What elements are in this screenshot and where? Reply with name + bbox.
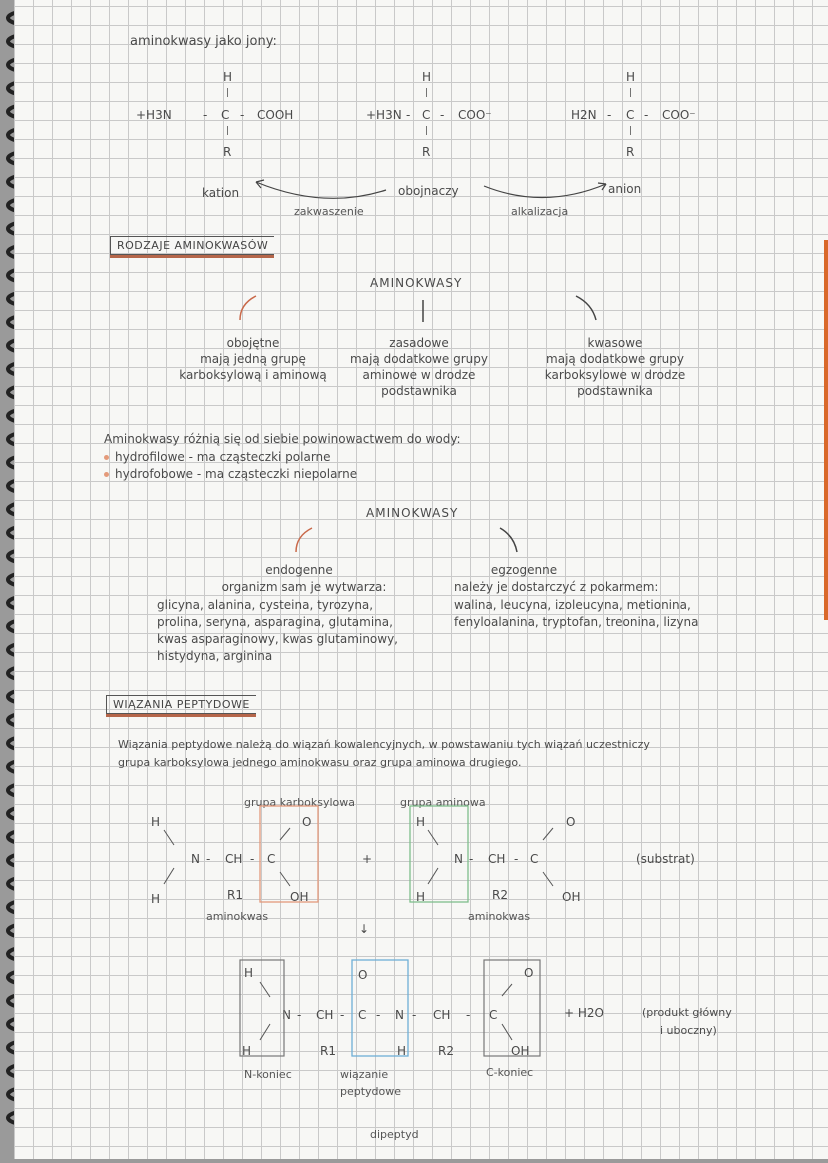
endo-desc-4: kwas asparaginowy, kwas glutaminowy,	[157, 632, 398, 646]
endo-desc-1: organizm sam je wytwarza:	[221, 580, 387, 594]
cation-right: COOH	[257, 108, 294, 122]
amino-box	[410, 806, 468, 902]
peptide-banner-text: WIĄZANIA PEPTYDOWE	[106, 695, 256, 714]
dash: -	[469, 852, 474, 866]
label-zakwaszenie: zakwaszenie	[294, 205, 364, 218]
water: + H2O	[564, 1006, 604, 1020]
neutral-desc-1: mają jedną grupę	[200, 352, 306, 366]
basic-desc-1: mają dodatkowe grupy	[350, 352, 488, 366]
dp-r2: R2	[438, 1044, 454, 1058]
down-arrow: ↓	[359, 922, 370, 936]
dash: -	[412, 1008, 417, 1022]
aa2-n: N	[454, 852, 463, 866]
anion-r: R	[626, 145, 635, 159]
dp-oh: OH	[511, 1044, 530, 1058]
bond-label-2: peptydowe	[340, 1085, 402, 1098]
peptide-text-2: grupa karboksylowa jednego aminokwasu oraz grupa aminowa drugiego.	[118, 756, 522, 769]
anion-right: COO⁻	[662, 108, 696, 122]
bond-line	[260, 982, 270, 997]
exo-desc-1: należy je dostarczyć z pokarmem:	[454, 580, 659, 594]
branch-endo	[296, 528, 312, 552]
anion-c: C	[626, 108, 635, 122]
bond-line	[543, 828, 553, 840]
branch-exo	[500, 528, 517, 552]
dash: -	[514, 852, 519, 866]
bond: |	[425, 88, 429, 98]
c-end-box	[484, 960, 540, 1056]
zwitter-r: R	[422, 145, 431, 159]
bond-line	[260, 1024, 270, 1040]
exo-desc-3: fenyloalanina, tryptofan, treonina, lizyna	[454, 615, 699, 629]
plus-sign: +	[362, 852, 373, 866]
bond-line	[280, 828, 290, 840]
aa1-o: O	[302, 815, 312, 829]
bond-label-1: wiązanie	[340, 1068, 389, 1081]
dp-ch2: CH	[433, 1008, 451, 1022]
dp-c1: C	[358, 1008, 367, 1022]
cation-h: H	[223, 70, 233, 84]
aa1-h-bottom: H	[151, 892, 161, 906]
dash: -	[644, 108, 649, 122]
exo-desc-2: walina, leucyna, izoleucyna, metionina,	[454, 598, 691, 612]
dp-n1: N	[282, 1008, 291, 1022]
dash: -	[340, 1008, 345, 1022]
product-2: i uboczny)	[660, 1024, 717, 1037]
endo-desc-3: prolina, seryna, asparagina, glutamina,	[157, 615, 393, 629]
aa2-oh: OH	[562, 890, 581, 904]
types-heading: AMINOKWASY	[370, 276, 463, 290]
basic-desc-3: podstawnika	[381, 384, 457, 398]
dash: -	[297, 1008, 302, 1022]
peptide-bond-box	[352, 960, 408, 1056]
neutral-desc-2: karboksylową i aminową	[179, 368, 327, 382]
aa1-n: N	[191, 852, 200, 866]
dp-ch1: CH	[316, 1008, 334, 1022]
aa2-h-top: H	[416, 815, 426, 829]
label-obojnaczy: obojnaczy	[398, 184, 459, 198]
dp-h-bottom: H	[242, 1044, 252, 1058]
dash: -	[206, 852, 211, 866]
n-end-box	[240, 960, 284, 1056]
dash: -	[240, 108, 245, 122]
bond-line	[164, 830, 174, 845]
bond-line	[428, 830, 438, 845]
aa1-c: C	[267, 852, 276, 866]
bond-line	[164, 868, 174, 884]
affinity-intro: Aminokwasy różnią się od siebie powinowactwem do wody:	[104, 432, 461, 446]
aa1-r1: R1	[227, 888, 243, 902]
carboxyl-box	[260, 806, 318, 902]
dp-o2: O	[524, 966, 534, 980]
label-grupa-karboksylowa: grupa karboksylowa	[244, 796, 355, 809]
cation-c: C	[221, 108, 230, 122]
arrow-to-kation	[256, 182, 386, 198]
affinity-item-1-text: hydrofilowe - ma cząsteczki polarne	[115, 450, 331, 464]
ions-title: aminokwasy jako jony:	[130, 34, 277, 49]
aa1-oh: OH	[290, 890, 309, 904]
dash: -	[607, 108, 612, 122]
origin-heading: AMINOKWASY	[366, 506, 459, 520]
dash: -	[376, 1008, 381, 1022]
bond-line	[502, 984, 512, 996]
dp-n2: N	[395, 1008, 404, 1022]
bond: |	[226, 126, 230, 136]
bond: |	[425, 126, 429, 136]
zwitter-h: H	[422, 70, 432, 84]
acidic-title: kwasowe	[587, 336, 643, 350]
label-anion: anion	[608, 182, 642, 196]
acidic-desc-1: mają dodatkowe grupy	[546, 352, 684, 366]
label-kation: kation	[202, 186, 240, 200]
peptide-text-1: Wiązania peptydowe należą do wiązań kowalencyjnych, w powstawaniu tych wiązań uczestniczy	[118, 738, 650, 751]
bond: |	[226, 88, 230, 98]
endo-title: endogenne	[265, 563, 333, 577]
aa2-ch: CH	[488, 852, 506, 866]
anion-h: H	[626, 70, 636, 84]
acidic-desc-3: podstawnika	[577, 384, 653, 398]
arrow-to-anion	[484, 184, 606, 198]
zwitter-left: +H3N	[366, 108, 402, 122]
c-end: C-koniec	[486, 1066, 534, 1079]
dash: -	[203, 108, 208, 122]
dash: -	[250, 852, 255, 866]
bond: |	[629, 88, 633, 98]
label-substrat: (substrat)	[636, 852, 695, 866]
bond: |	[629, 126, 633, 136]
zwitter-c: C	[422, 108, 431, 122]
aa1-h-top: H	[151, 815, 161, 829]
dp-h-top: H	[244, 966, 254, 980]
affinity-item-2-text: hydrofobowe - ma cząsteczki niepolarne	[115, 467, 358, 481]
basic-desc-2: aminowe w drodze	[362, 368, 476, 382]
bond-line	[502, 1024, 512, 1040]
dp-r1: R1	[320, 1044, 336, 1058]
exo-title: egzogenne	[490, 563, 558, 577]
aa2-o: O	[566, 815, 576, 829]
dash: -	[406, 108, 411, 122]
neutral-title: obojętne	[226, 336, 280, 350]
dp-c2: C	[489, 1008, 498, 1022]
zwitter-right: COO⁻	[458, 108, 492, 122]
aa1-ch: CH	[225, 852, 243, 866]
n-end: N-koniec	[244, 1068, 292, 1081]
bond-line	[280, 872, 290, 886]
dp-o1: O	[358, 968, 368, 982]
bond-line	[428, 868, 438, 884]
acidic-desc-2: karboksylowe w drodze	[544, 368, 686, 382]
cation-r: R	[223, 145, 232, 159]
product-1: (produkt główny	[642, 1006, 732, 1019]
dash: -	[466, 1008, 471, 1022]
basic-title: zasadowe	[389, 336, 449, 350]
branch-right	[576, 296, 596, 320]
aa2-c: C	[530, 852, 539, 866]
anion-left: H2N	[571, 108, 597, 122]
endo-desc-2: glicyna, alanina, cysteina, tyrozyna,	[157, 598, 374, 612]
dash: -	[440, 108, 445, 122]
label-grupa-aminowa: grupa aminowa	[400, 796, 486, 809]
endo-desc-5: histydyna, arginina	[157, 649, 273, 663]
notebook-page	[14, 0, 828, 1159]
bond-line	[543, 872, 553, 886]
branch-left	[240, 296, 256, 320]
aa2-h-bottom: H	[416, 890, 426, 904]
aa2-r2: R2	[492, 888, 508, 902]
aa1-label: aminokwas	[206, 910, 269, 923]
types-banner-text: RODZAJE AMINOKWASÓW	[110, 236, 274, 255]
drawings-layer	[14, 0, 828, 1159]
aa2-label: aminokwas	[468, 910, 531, 923]
dp-h-n2: H	[397, 1044, 407, 1058]
cation-left: +H3N	[136, 108, 172, 122]
dipeptide-label: dipeptyd	[370, 1128, 419, 1141]
label-alkalizacja: alkalizacja	[511, 205, 569, 218]
